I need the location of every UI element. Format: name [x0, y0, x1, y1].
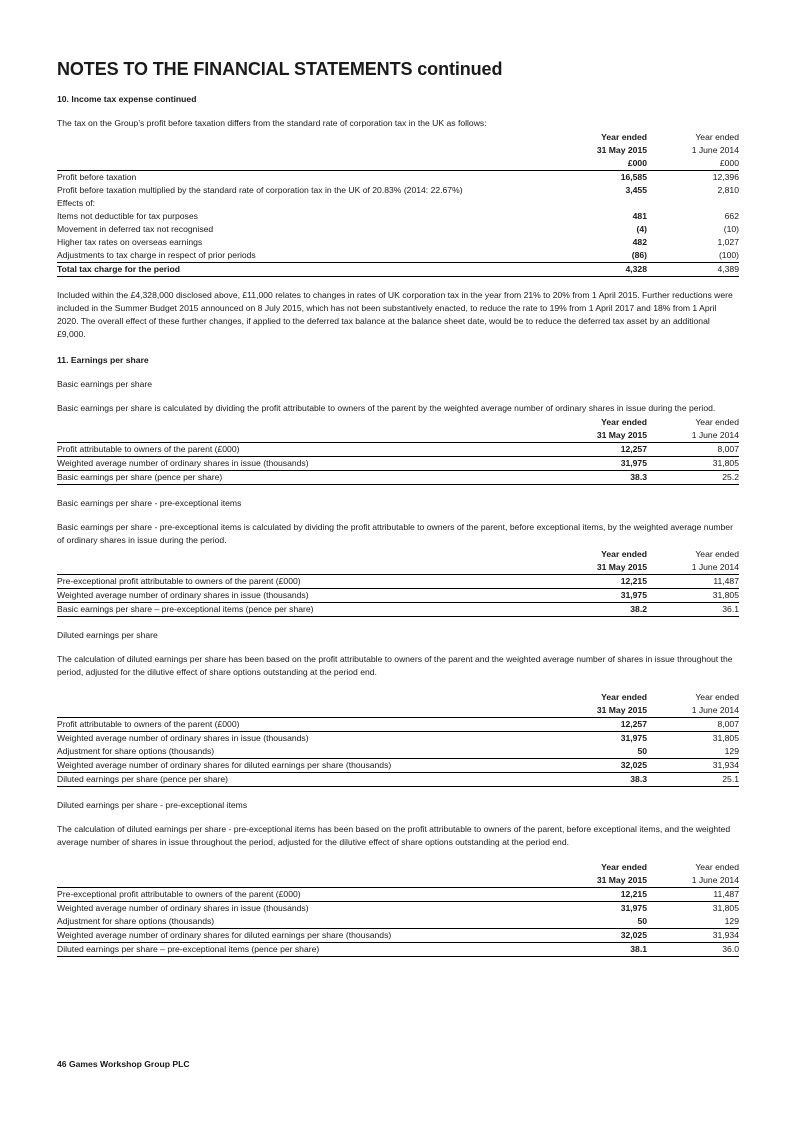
diluted-pre-eps-title: Diluted earnings per share - pre-exceptional items	[57, 800, 248, 810]
income-tax-intro: The tax on the Group’s profit before taxation differs from the standard rate of corporation tax in the UK as follows:	[57, 118, 487, 128]
basic-eps-table: Year ended Year ended 31 May 2015 1 June 2014 Profit attributable to owners of the parent (£000) 12,257 8,007 Weighted average number of ordinary shares in issue (thousands) 31,975 31,805 Basic earnings per share (pence per share) 38.3 25.2	[57, 416, 739, 485]
table-row: Higher tax rates on overseas earnings 482 1,027	[57, 237, 739, 247]
page-title: NOTES TO THE FINANCIAL STATEMENTS continued	[57, 59, 503, 79]
diluted-eps-title: Diluted earnings per share	[57, 630, 158, 640]
table-row: Items not deductible for tax purposes 481 662	[57, 211, 739, 221]
table-row: Profit before taxation multiplied by the standard rate of corporation tax in the UK of 20.83% (2014: 22.67%) 3,455 2,810	[57, 185, 739, 195]
page-footer: 46 Games Workshop Group PLC	[57, 1059, 190, 1069]
table-row: Weighted average number of ordinary shares for diluted earnings per share (thousands) 32,025 31,934	[57, 929, 739, 943]
diluted-eps-desc: The calculation of diluted earnings per share has been based on the profit attributable to owners of the parent and the weighted average number of shares in issue throughout the period, adjusted for the dilutive effect of share options outstanding at the period end.	[57, 654, 733, 677]
col-header-prior-unit: £000	[719, 158, 739, 168]
table-row: Adjustment for share options (thousands) 50 129	[57, 916, 739, 926]
table-row: Diluted earnings per share (pence per share) 38.3 25.1	[57, 773, 739, 787]
col-header-current-date: 31 May 2015	[596, 145, 647, 155]
col-header-current-unit: £000	[627, 158, 647, 168]
table-row: Profit attributable to owners of the parent (£000) 12,257 8,007	[57, 443, 739, 457]
table-row: Effects of:	[57, 198, 96, 208]
table-row: Movement in deferred tax not recognised (4) (10)	[57, 224, 739, 234]
income-tax-note: Included within the £4,328,000 disclosed above, £11,000 relates to changes in rates of UK corporation tax in the year from 21% to 20% from 1 April 2015. Further reductions were included in the Summer Budget 2015 announced on 8 July 2015, which has not been substantively enacted, to reduce the rate to 19% from 1 April 2017 and 18% from 1 April 2020. The overall effect of these further changes, if applied to the deferred tax balance at the balance sheet date, would be to reduce the deferred tax asset by an additional £9,000.	[57, 290, 733, 339]
table-row: Weighted average number of ordinary shares for diluted earnings per share (thousands) 32,025 31,934	[57, 759, 739, 773]
basic-pre-eps-table: Year ended Year ended 31 May 2015 1 June 2014 Pre-exceptional profit attributable to owners of the parent (£000) 12,215 11,487 Weighted average number of ordinary shares in issue (thousands) 31,975 31,805 Basic earnings per share – pre-exceptional items (pence per share) 38.2 36.1	[57, 548, 739, 617]
col-header-current: Year ended	[601, 132, 647, 142]
table-row: Basic earnings per share (pence per share) 38.3 25.2	[57, 471, 739, 485]
page-content	[57, 58, 739, 957]
table-row: Weighted average number of ordinary shares in issue (thousands) 31,975 31,805	[57, 589, 739, 603]
basic-eps-desc: Basic earnings per share is calculated by dividing the profit attributable to owners of the parent by the weighted average number of ordinary shares in issue during the period.	[57, 403, 716, 413]
table-row: Weighted average number of ordinary shares in issue (thousands) 31,975 31,805	[57, 457, 739, 471]
diluted-pre-eps-desc: The calculation of diluted earnings per share - pre-exceptional items has been based on the profit attributable to owners of the parent, before exceptional items, and the weighted average number of shares in issue throughout the period, adjusted for the dilutive effect of share options outstanding at the period end.	[57, 824, 731, 847]
basic-pre-eps-desc: Basic earnings per share - pre-exceptional items is calculated by dividing the profit attributable to owners of the parent, before exceptional items, by the weighted average number of ordinary shares in issue during the period.	[57, 522, 733, 545]
col-header-prior-date: 1 June 2014	[691, 145, 739, 155]
diluted-pre-eps-table: Year ended Year ended 31 May 2015 1 June 2014 Pre-exceptional profit attributable to owners of the parent (£000) 12,215 11,487 Weighted average number of ordinary shares in issue (thousands) 31,975 31,805 Adjustment for share options (thousands) 50 129 Weighted average number of ordinary shares for diluted earnings per share (thousands) 32,025 31,934 Diluted earnings per share – pre-exceptional items (pence per share) 38.1 36.0	[57, 861, 739, 957]
basic-pre-eps-title: Basic earnings per share - pre-exceptional items	[57, 498, 242, 508]
table-row: Profit before taxation 16,585 12,396	[57, 172, 739, 182]
table-row: Weighted average number of ordinary shares in issue (thousands) 31,975 31,805	[57, 733, 739, 743]
diluted-eps-table: Year ended Year ended 31 May 2015 1 June 2014 Profit attributable to owners of the parent (£000) 12,257 8,007 Weighted average number of ordinary shares in issue (thousands) 31,975 31,805 Adjustment for share options (thousands) 50 129 Weighted average number of ordinary shares for diluted earnings per share (thousands) 32,025 31,934 Diluted earnings per share (pence per share) 38.3 25.1	[57, 691, 739, 787]
income-tax-heading: 10. Income tax expense continued	[57, 94, 197, 104]
income-tax-table	[57, 131, 739, 277]
table-row: Adjustment for share options (thousands) 50 129	[57, 746, 739, 756]
col-header-prior: Year ended	[695, 132, 739, 142]
table-row: Pre-exceptional profit attributable to owners of the parent (£000) 12,215 11,487	[57, 888, 739, 902]
eps-heading: 11. Earnings per share	[57, 355, 149, 365]
table-row: Basic earnings per share – pre-exceptional items (pence per share) 38.2 36.1	[57, 603, 739, 617]
table-row: Adjustments to tax charge in respect of prior periods (86) (100)	[57, 250, 739, 260]
table-row: Profit attributable to owners of the parent (£000) 12,257 8,007	[57, 718, 739, 732]
table-row: Weighted average number of ordinary shares in issue (thousands) 31,975 31,805	[57, 903, 739, 913]
basic-eps-title: Basic earnings per share	[57, 379, 153, 389]
table-row-total: Total tax charge for the period 4,328 4,389	[57, 263, 739, 277]
table-row: Pre-exceptional profit attributable to owners of the parent (£000) 12,215 11,487	[57, 575, 739, 589]
table-row: Diluted earnings per share – pre-exceptional items (pence per share) 38.1 36.0	[57, 943, 739, 957]
